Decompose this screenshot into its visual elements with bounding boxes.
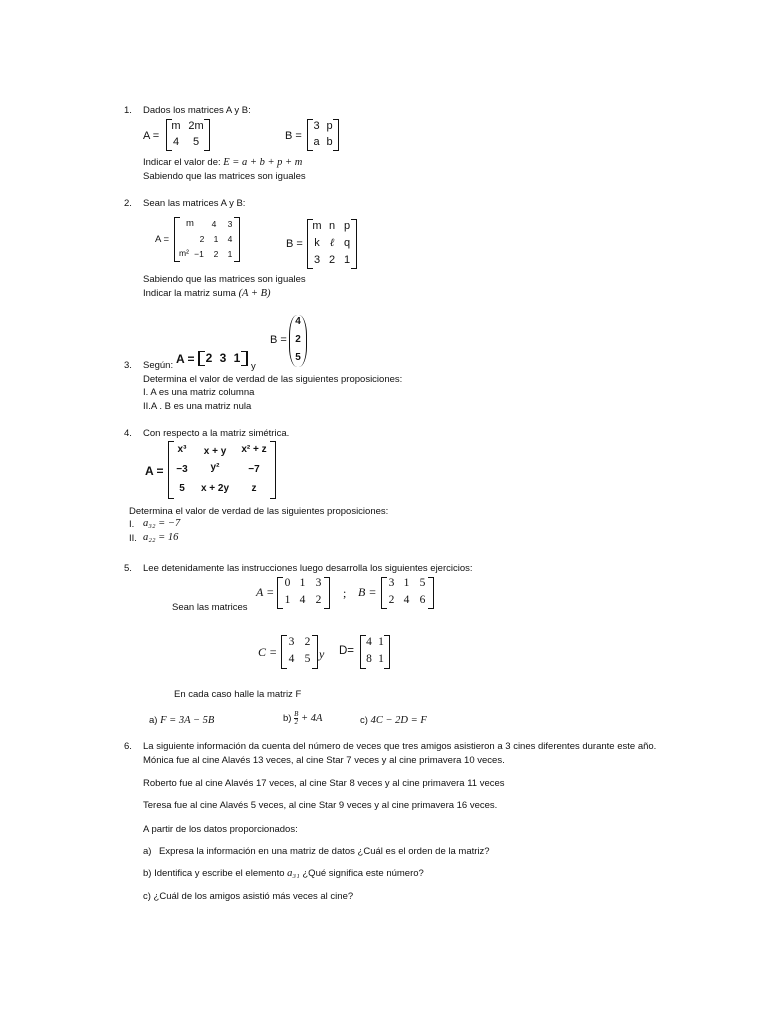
q3-number: 3.	[124, 360, 132, 371]
matrix-cell: −7	[248, 464, 260, 475]
q3-line1: Determina el valor de verdad de las siguientes proposiciones:	[143, 374, 403, 385]
q4-line1: Determina el valor de verdad de las siguientes proposiciones:	[129, 506, 389, 517]
matrix-cell: 1	[284, 594, 291, 606]
matrix-cell: y²	[210, 462, 220, 473]
q5-item-b-label: b)	[283, 713, 292, 725]
matrix-cell: 2	[388, 594, 395, 606]
matrix-cell: 4	[366, 636, 372, 648]
matrix-cell: ℓ	[329, 237, 335, 249]
q5-sean: Sean las matrices	[172, 602, 248, 613]
q6-teresa: Teresa fue al cine Alavés 5 veces, al cine Star 9 veces y al cine primavera 16 veces.	[143, 800, 498, 811]
q4-a-label: A =	[145, 464, 164, 478]
matrix-cell: 4	[172, 136, 180, 148]
matrix-cell: 1	[299, 577, 306, 589]
q4-prop2: a₂₂ = 16	[143, 532, 179, 543]
q5-b-label: B =	[358, 585, 377, 599]
matrix-cell: 5	[179, 483, 185, 494]
matrix-cell: q	[343, 237, 351, 249]
q5-item-c-expr: 4C − 2D = F	[370, 715, 427, 726]
matrix-cell: 8	[366, 653, 372, 665]
matrix-cell: 5	[295, 352, 301, 363]
matrix-cell: 2	[295, 334, 301, 345]
matrix-cell: b	[326, 136, 333, 148]
q2-expression: (A + B)	[238, 288, 271, 299]
q2-a-label: A =	[155, 234, 169, 245]
q6-question-b-pre: b) Identifica y escribe el elemento	[143, 868, 285, 879]
q1-expression: E = a + b + p + m	[223, 157, 303, 168]
matrix-cell: p	[326, 120, 333, 132]
matrix-cell: 5	[419, 577, 426, 589]
q1-b-label: B =	[285, 130, 302, 142]
q5-item-a-label: a)	[149, 715, 158, 726]
q5-instruction: En cada caso halle la matriz F	[174, 689, 302, 700]
q6-question-c: c) ¿Cuál de los amigos asistió más veces al cine?	[143, 891, 354, 902]
matrix-cell: x³	[177, 444, 187, 455]
matrix-cell: a	[313, 136, 320, 148]
matrix-cell: 2	[315, 594, 322, 606]
q3-a-label: A =	[176, 352, 195, 366]
matrix-cell: −1	[194, 249, 204, 259]
matrix-cell: 4	[211, 219, 217, 229]
q4-intro: Con respecto a la matriz simétrica.	[143, 428, 290, 439]
matrix-cell: 3	[388, 577, 395, 589]
q6-question-b	[143, 868, 424, 879]
q5-matrix-d	[360, 635, 390, 669]
q3-line3: II.A . B es una matriz nula	[143, 401, 252, 412]
q4-prop1: a₃₂ = −7	[143, 518, 181, 529]
matrix-cell: 3	[313, 120, 320, 132]
matrix-cell: x + 2y	[200, 483, 230, 494]
matrix-cell: 1	[233, 351, 241, 365]
q3-and: y	[251, 361, 256, 372]
matrix-cell: 2	[205, 351, 213, 365]
matrix-cell: 2m	[188, 120, 204, 132]
matrix-cell: m	[312, 220, 322, 232]
q5-item-a	[149, 715, 214, 726]
matrix-cell: 2	[328, 254, 336, 266]
matrix-cell: k	[314, 237, 320, 249]
q3-line2: I. A es una matriz columna	[143, 387, 255, 398]
q5-matrix-c	[281, 635, 318, 669]
matrix-cell: 4	[295, 316, 301, 327]
q6-question-a-label: a)	[143, 846, 152, 857]
q5-matrix-b	[381, 577, 434, 609]
q5-intro: Lee detenidamente las instrucciones luego desarrolla los siguientes ejercicios:	[143, 563, 473, 574]
q5-item-c	[360, 715, 427, 726]
matrix-cell: 4	[299, 594, 306, 606]
q5-and: y	[319, 647, 325, 661]
q6-question-a: Expresa la información en una matriz de datos ¿Cuál es el orden de la matriz?	[159, 846, 490, 857]
q4-prop2-num: II.	[129, 533, 137, 544]
q5-separator: ;	[343, 586, 347, 600]
q5-number: 5.	[124, 563, 132, 574]
q2-line1: Sabiendo que las matrices son iguales	[143, 274, 306, 285]
matrix-cell: x + y	[203, 446, 227, 457]
q1-line1	[143, 157, 302, 168]
matrix-cell: 1	[378, 653, 384, 665]
q5-c-label: C =	[258, 645, 278, 659]
q4-number: 4.	[124, 428, 132, 439]
q2-matrix-a	[174, 217, 240, 262]
q3-b-label: B =	[270, 334, 287, 346]
matrix-cell: 4	[403, 594, 410, 606]
q5-d-label: D=	[339, 645, 355, 657]
matrix-cell: 4	[227, 234, 233, 244]
q5-matrix-a	[277, 577, 330, 609]
q1-matrix-a	[166, 119, 210, 151]
q6-question-b-post: ¿Qué significa este número?	[302, 868, 424, 879]
matrix-cell: 0	[284, 577, 291, 589]
q2-number: 2.	[124, 198, 132, 209]
q6-roberto: Roberto fue al cine Alavés 17 veces, al cine Star 8 veces y al cine primavera 11 veces	[143, 778, 505, 789]
matrix-cell: −3	[176, 464, 188, 475]
q1-line2: Sabiendo que las matrices son iguales	[143, 171, 306, 182]
matrix-cell: 5	[192, 136, 200, 148]
matrix-cell: 1	[343, 254, 351, 266]
q2-intro: Sean las matrices A y B:	[143, 198, 246, 209]
q1-intro: Dados los matrices A y B:	[143, 105, 251, 116]
matrix-cell: 3	[227, 219, 233, 229]
q5-item-b-fraction	[294, 711, 298, 726]
matrix-cell: m²	[179, 248, 189, 258]
q6-question-b-element: a₃₁	[287, 868, 300, 879]
fraction-numerator: B	[294, 710, 299, 718]
q4-prop1-num: I.	[129, 519, 135, 530]
matrix-cell: z	[251, 483, 257, 494]
q2-line2-text: Indicar la matriz suma	[143, 288, 236, 299]
q5-item-c-label: c)	[360, 715, 368, 726]
q6-partir: A partir de los datos proporcionados:	[143, 824, 298, 835]
matrix-cell: 6	[419, 594, 426, 606]
matrix-cell: 1	[227, 249, 233, 259]
matrix-cell: m	[186, 218, 194, 229]
q3-label: Según:	[143, 360, 174, 371]
matrix-cell: x² + z	[241, 444, 267, 455]
q1-number: 1.	[124, 105, 132, 116]
q3-matrix-b	[289, 315, 307, 367]
matrix-cell: 2	[199, 234, 205, 244]
matrix-cell: 3	[313, 254, 321, 266]
q1-a-label: A =	[143, 130, 160, 142]
matrix-cell: m	[171, 120, 181, 132]
matrix-cell: 3	[219, 351, 227, 365]
matrix-cell: 3	[288, 636, 295, 648]
q5-item-a-expr: F = 3A − 5B	[160, 715, 215, 726]
matrix-cell: 2	[213, 249, 219, 259]
matrix-cell: 1	[403, 577, 410, 589]
matrix-cell: 4	[288, 653, 295, 665]
q2-b-label: B =	[286, 238, 303, 250]
matrix-cell: 5	[304, 653, 311, 665]
matrix-cell: 1	[213, 234, 219, 244]
matrix-cell: 2	[304, 636, 311, 648]
q1-matrix-b	[307, 119, 339, 151]
q1-line1-text: Indicar el valor de:	[143, 157, 221, 168]
q6-number: 6.	[124, 741, 132, 752]
matrix-cell: n	[328, 220, 336, 232]
q5-item-b	[283, 711, 322, 726]
matrix-cell: 1	[378, 636, 384, 648]
q3-matrix-a	[198, 351, 248, 366]
q2-line2	[143, 288, 271, 299]
q2-matrix-b	[307, 219, 357, 269]
matrix-cell: 3	[315, 577, 322, 589]
q5-a-label: A =	[256, 585, 275, 599]
q6-intro: La siguiente información da cuenta del número de veces que tres amigos asistieron a 3 cines diferentes durante este año.	[143, 741, 657, 752]
q5-item-b-expr: + 4A	[301, 713, 323, 725]
matrix-cell: p	[343, 220, 351, 232]
fraction-denominator: 2	[294, 718, 298, 726]
q4-matrix-a	[168, 441, 276, 499]
q6-monica: Mónica fue al cine Alavés 13 veces, al cine Star 7 veces y al cine primavera 10 veces.	[143, 755, 505, 766]
